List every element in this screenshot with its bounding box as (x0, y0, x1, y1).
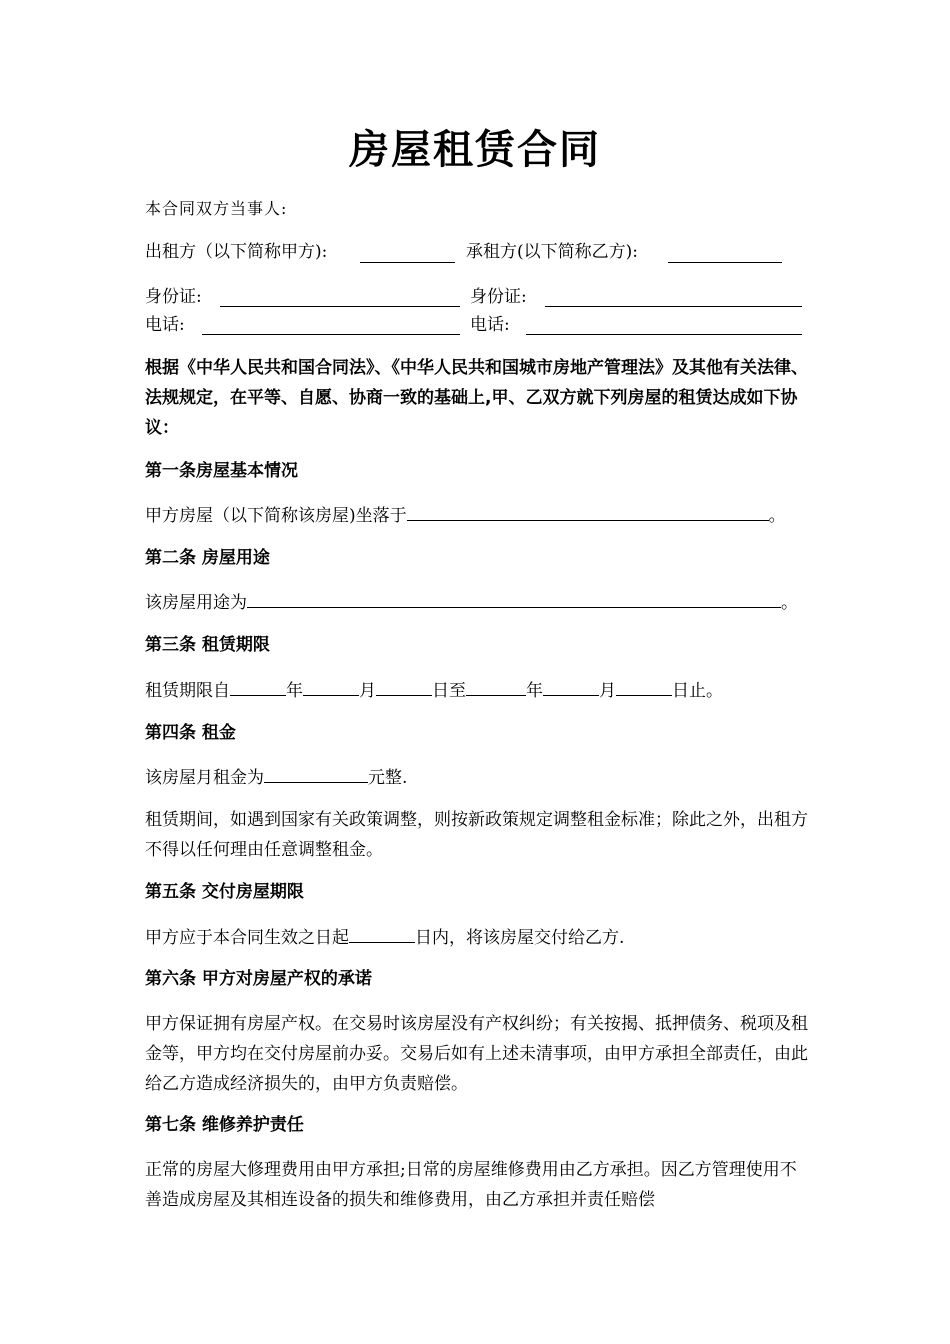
article1-text-after: 。 (768, 506, 786, 526)
id-lessee-blank (545, 289, 802, 307)
lessee-name-blank (668, 245, 782, 263)
article5-text-before: 甲方应于本合同生效之日起 (145, 928, 349, 948)
id-label-lessor: 身份证: (145, 287, 202, 307)
lessee-label: 承租方(以下简称乙方): (466, 242, 638, 262)
article4-rent (145, 765, 407, 789)
delivery-days-blank (349, 925, 415, 943)
article7-heading: 第七条 维修养护责任 (145, 1115, 304, 1135)
start-month-blank (303, 678, 359, 696)
preamble: 根据《中华人民共和国合同法》、《中华人民共和国城市房地产管理法》及其他有关法律、法规规定，在平等、自愿、协商一致的基础上,甲、乙双方就下列房屋的租赁达成如下协议： (145, 358, 808, 438)
end-month-blank (543, 678, 599, 696)
end-year-blank (466, 678, 526, 696)
article3-heading: 第三条 租赁期限 (145, 635, 270, 655)
article6-heading: 第六条 甲方对房屋产权的承诺 (145, 969, 372, 989)
article6-text: 甲方保证拥有房屋产权。在交易时该房屋没有产权纠纷；有关按揭、抵押债务、税项及租金等，甲方均在交付房屋前办妥。交易后如有上述未清事项，由甲方承担全部责任，由此给乙方造成经济损失的，由甲方负责赔偿。 (145, 1014, 808, 1094)
article4-text: 租赁期间，如遇到国家有关政策调整，则按新政策规定调整租金标准；除此之外，出租方不得以任何理由任意调整租金。 (145, 810, 808, 860)
article2-text-before: 该房屋用途为 (145, 593, 247, 613)
usage-blank (247, 590, 781, 608)
article2-text-after: 。 (781, 593, 798, 613)
phone-lessor-blank (202, 317, 460, 335)
phone-lessee-blank (526, 317, 802, 335)
location-blank (407, 503, 769, 521)
rent-amount-blank (264, 765, 368, 783)
phone-label-lessee: 电话: (470, 315, 510, 335)
id-lessor-blank (220, 289, 460, 307)
rent-before: 该房屋月租金为 (145, 768, 264, 788)
term-unit-1: 年 (286, 681, 303, 701)
parties-intro: 本合同双方当事人: (145, 199, 288, 218)
article1-text (145, 503, 786, 527)
document-title: 房屋租赁合同 (349, 126, 601, 173)
article5-heading: 第五条 交付房屋期限 (145, 882, 304, 902)
article1-heading: 第一条房屋基本情况 (145, 461, 298, 481)
article2-heading: 第二条 房屋用途 (145, 548, 270, 568)
article4-heading: 第四条 租金 (145, 723, 236, 743)
term-unit-2: 月 (359, 681, 376, 701)
phone-label-lessor: 电话: (145, 315, 185, 335)
start-day-blank (376, 678, 432, 696)
term-unit-3: 日至 (432, 681, 466, 701)
article2-text (145, 590, 798, 614)
term-unit-6: 日止。 (672, 681, 723, 701)
term-unit-5: 月 (599, 681, 616, 701)
article5-text-after: 日内，将该房屋交付给乙方. (415, 928, 625, 948)
end-day-blank (616, 678, 672, 696)
article5-text (145, 925, 624, 949)
article7-text: 正常的房屋大修理费用由甲方承担;日常的房屋维修费用由乙方承担。因乙方管理使用不善造成房屋及其相连设备的损失和维修费用，由乙方承担并责任赔偿 (145, 1160, 797, 1210)
term-prefix: 租赁期限自 (145, 681, 230, 701)
id-label-lessee: 身份证: (470, 287, 527, 307)
article3-text (145, 678, 723, 702)
rent-after: 元整. (368, 768, 408, 788)
article1-text-before: 甲方房屋（以下简称该房屋)坐落于 (145, 506, 407, 526)
start-year-blank (230, 678, 286, 696)
lessor-label: 出租方（以下简称甲方): (145, 242, 328, 262)
term-unit-4: 年 (526, 681, 543, 701)
lessor-name-blank (360, 245, 455, 263)
